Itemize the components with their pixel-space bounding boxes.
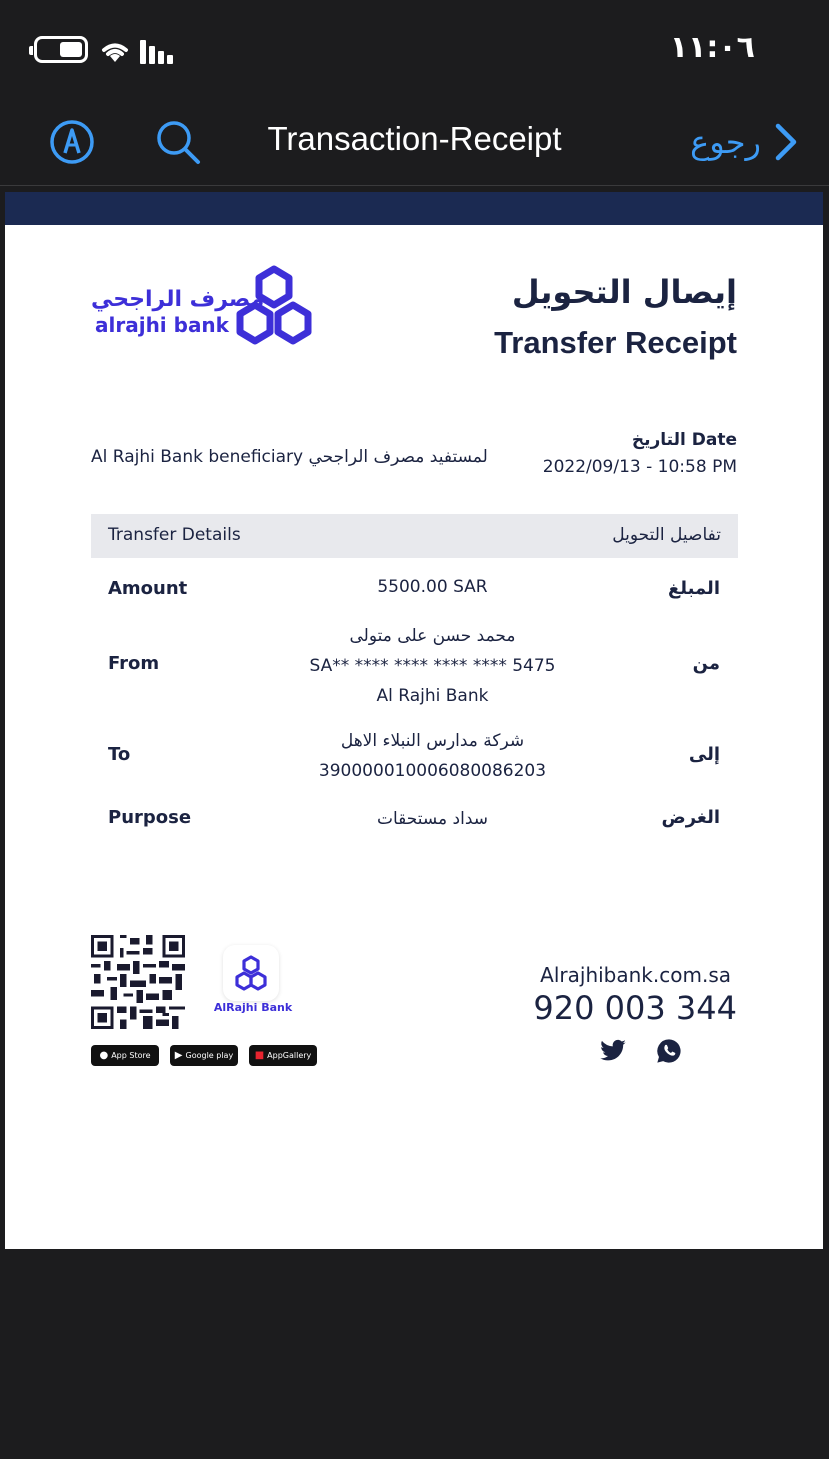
chevron-right-icon [773,122,799,162]
battery-icon [34,36,88,63]
amount-label: Amount [108,578,188,599]
from-label: From [108,653,160,674]
brand-name-arabic: مصرف الراجحي [91,287,265,312]
page-title: Transaction-Receipt [267,120,562,157]
receipt-document [5,225,823,1249]
receipt-title-arabic: إيصال التحويل [511,273,737,311]
beneficiary-type: Al Rajhi Bank beneficiary لمستفيد مصرف الراجحي [91,447,488,467]
qr-code-icon [91,935,185,1029]
app-store-label: App Store [111,1051,151,1060]
huawei-icon: ■ [254,1050,265,1061]
transfer-details-header-english: Transfer Details [108,525,241,545]
navigation-bar [0,100,829,186]
back-button-label: رجوع [690,123,761,161]
amount-value: 5500.00 SAR [377,577,488,597]
google-play-label: Google play [185,1051,234,1060]
status-time: ١١:٠٦ [669,30,755,65]
from-name: محمد حسن على متولى [349,626,516,646]
receipt-header-band [5,192,823,225]
to-label: To [108,744,131,765]
app-gallery-badge[interactable] [249,1045,317,1066]
to-name: شركة مدارس النبلاء الاهل [340,731,525,751]
back-button[interactable] [690,116,799,168]
app-name: AlRajhi Bank [213,1001,293,1014]
alrajhi-logo-icon [231,265,317,351]
whatsapp-icon[interactable] [655,1037,683,1065]
phone-number[interactable]: 920 003 344 [533,989,737,1027]
purpose-value: سداد مستحقات [376,809,489,829]
from-label-arabic: من [692,653,720,674]
to-label-arabic: إلى [688,744,720,765]
twitter-icon[interactable] [599,1037,627,1065]
date-label: التاريخ Date [631,430,737,450]
apple-icon: ● [99,1050,109,1061]
app-logo-icon [223,945,279,1001]
amount-label-arabic: المبلغ [668,578,720,599]
transfer-details-header-arabic: تفاصيل التحويل [612,525,721,545]
wifi-icon [98,38,132,64]
purpose-label-arabic: الغرض [661,807,720,828]
date-value: 2022/09/13 - 10:58 PM [542,457,737,477]
from-account: SA** **** **** **** **** 5475 [309,656,556,676]
website-link[interactable]: Alrajhibank.com.sa [540,963,731,987]
brand-name-english: alrajhi bank [95,313,229,337]
app-gallery-label: AppGallery [267,1051,312,1060]
transfer-details-header [91,514,738,558]
from-bank: Al Rajhi Bank [376,686,489,706]
app-store-badge[interactable] [91,1045,159,1066]
play-icon: ▶ [174,1050,183,1061]
to-account: 390000010006080086203 [318,761,547,781]
status-bar [0,0,829,100]
receipt-title-english: Transfer Receipt [494,325,737,360]
cellular-signal-icon [140,38,180,64]
purpose-label: Purpose [108,807,192,828]
google-play-badge[interactable] [170,1045,238,1066]
